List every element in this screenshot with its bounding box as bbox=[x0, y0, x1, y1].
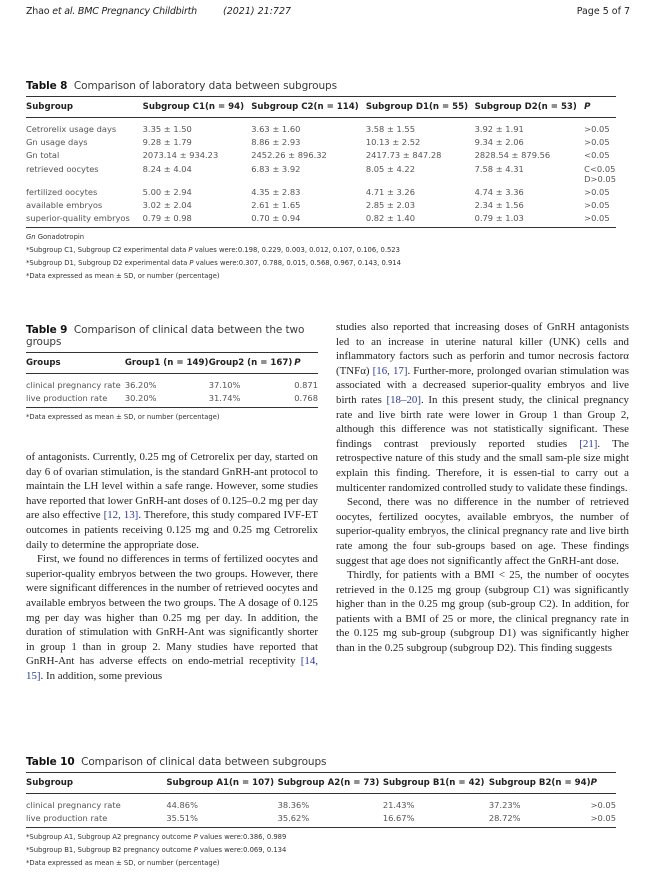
table-10 bbox=[26, 756, 616, 867]
table-8-grid bbox=[26, 96, 616, 228]
citation: (2021) 21:727 bbox=[223, 6, 292, 17]
footnote-abbreviation: Gn Gonadotropin bbox=[26, 233, 85, 242]
paragraph: First, we found no differences in terms of fertilized oocytes and superior-quality embryos between the two groups. However, there were significant differences in the number of retrieved oocytes and available embryos between the two groups. The A dosage of 0.125 mg per day was higher than 0.25 mg per day. In addition, the duration of stimulation with GnRH-Ant was significantly shorter in group 1 than in group 2. Many studies have reported that GnRH-Ant has adverse effects on endo-metrial receptivity [14, 15]. In addition, some previous bbox=[26, 553, 318, 682]
column-header: P bbox=[294, 353, 318, 374]
table-cell: >0.05 bbox=[584, 124, 610, 134]
table-cell: 8.24 ± 4.04 bbox=[142, 163, 192, 174]
table-cell: <0.05 bbox=[584, 150, 610, 161]
column-header: Subgroup C1(n = 94) bbox=[143, 97, 252, 118]
table-row bbox=[26, 212, 616, 228]
column-header: Groups bbox=[26, 353, 125, 374]
table-cell: >0.05 bbox=[591, 812, 616, 828]
table-8 bbox=[26, 80, 616, 280]
citation-link[interactable]: [18–20] bbox=[386, 393, 421, 406]
footnote: *Subgroup B1, Subgroup B2 pregnancy outcome P values were:0.069, 0.134 bbox=[26, 846, 287, 855]
table-cell: 6.83 ± 3.92 bbox=[251, 163, 301, 174]
table-footnotes bbox=[26, 833, 616, 867]
table-caption: Table 9 Comparison of clinical data between the two groups bbox=[26, 324, 305, 348]
table-cell: 8.05 ± 4.22 bbox=[365, 163, 415, 174]
column-header: P bbox=[591, 773, 616, 794]
table-header-row bbox=[26, 773, 616, 794]
table-cell: 35.62% bbox=[278, 812, 383, 828]
table-row bbox=[26, 374, 318, 392]
table-cell: 2452.26 ± 896.32 bbox=[251, 150, 327, 161]
table-cell: Gn total bbox=[26, 150, 60, 161]
paragraph: of antagonists. Currently, 0.25 mg of Cetrorelix per day, started on day 6 of ovarian stimulation, is the standard GnRH-ant protocol to maintain the LH level within a safe range. However, some studies have reported that lower GnRH-ant doses of 0.125–0.2 mg per day are also effective [12, 13]. Therefore, this study compared IVF-ET outcomes in patients receiving 0.125 mg and 0.25 mg Cetrorelix daily to determine the appropriate dose. bbox=[26, 451, 318, 551]
table-9 bbox=[26, 324, 318, 421]
table-cell: 0.871 bbox=[294, 380, 318, 390]
table-footnotes bbox=[26, 233, 616, 280]
column-header: Subgroup C2(n = 114) bbox=[251, 97, 366, 118]
column-header: Subgroup A1(n = 107) bbox=[166, 773, 277, 794]
table-header-row bbox=[26, 97, 616, 118]
footnote: *Subgroup C1, Subgroup C2 experimental data P values were:0.198, 0.229, 0.003, 0.012, 0.107, 0.106, 0.523 bbox=[26, 246, 400, 255]
column-header: Subgroup bbox=[26, 97, 143, 118]
table-row bbox=[26, 185, 616, 198]
table-caption: Table 10 Comparison of clinical data between subgroups bbox=[26, 756, 327, 768]
paragraph: Second, there was no difference in the number of retrieved oocytes, fertilized oocytes, available embryos, the number of superior-quality embryos, the clinical pregnancy rate and live birth rate among the four sub-groups based on age. These findings suggest that age does not significantly affect the GnRH-ant dose. bbox=[336, 496, 629, 567]
table-row bbox=[26, 392, 318, 408]
table-row bbox=[26, 149, 616, 162]
table-cell: fertilized oocytes bbox=[26, 186, 98, 197]
table-cell: 36.20% bbox=[124, 380, 157, 390]
table-cell: 31.74% bbox=[209, 392, 294, 408]
column-header: Group2 (n = 167) bbox=[209, 353, 294, 374]
paragraph: studies also reported that increasing doses of GnRH antagonists led to an increase in uterine natural killer (UNK) cells and inflammatory factors such as perforin and tumor necrosis factorα (TNFα) [16, 17]. Further-more, prolonged ovarian stimulation was associated with a decreased superior-quality embryos and live birth rates [18–20]. In this present study, the clinical pregnancy rate and live birth rate were lower in Group 1 than Group 2, although this difference was not statistically significant. These findings contrast previously reported studies [21]. The retrospective nature of this study and the small sam-ple size might explain this finding. Therefore, it is essen-tial to carry out a multicenter randomized controlled study to validate these findings. bbox=[336, 321, 629, 494]
table-row bbox=[26, 118, 616, 136]
table-cell: 0.768 bbox=[294, 392, 318, 408]
table-cell: live production rate bbox=[26, 812, 166, 828]
citation-link[interactable]: [16, 17] bbox=[372, 364, 408, 377]
table-cell: 3.63 ± 1.60 bbox=[251, 124, 301, 134]
table-cell: 3.58 ± 1.55 bbox=[365, 124, 415, 134]
footnote: *Subgroup A1, Subgroup A2 pregnancy outcome P values were:0.386, 0.989 bbox=[26, 833, 287, 842]
table-cell: 3.92 ± 1.91 bbox=[474, 124, 524, 134]
table-cell: >0.05 bbox=[584, 186, 610, 197]
citation-link[interactable]: [14, 15] bbox=[26, 655, 318, 682]
table-cell: 2.61 ± 1.65 bbox=[251, 199, 301, 210]
table-cell: 8.86 ± 2.93 bbox=[251, 137, 301, 148]
table-cell: 21.43% bbox=[382, 800, 415, 810]
table-cell: 30.20% bbox=[125, 392, 209, 408]
table-cell: 0.79 ± 1.03 bbox=[475, 212, 585, 228]
footnote: *Subgroup D1, Subgroup D2 experimental data P values were:0.307, 0.788, 0.015, 0.568, 0.967, 0.143, 0.914 bbox=[26, 259, 401, 268]
table-cell: 9.34 ± 2.06 bbox=[474, 137, 524, 148]
table-cell: clinical pregnancy rate bbox=[26, 380, 121, 390]
footnote: *Data expressed as mean ± SD, or number (percentage) bbox=[26, 413, 220, 422]
footnote: *Data expressed as mean ± SD, or number (percentage) bbox=[26, 859, 220, 868]
table-cell: 38.36% bbox=[277, 800, 310, 810]
table-cell: 4.74 ± 3.36 bbox=[474, 186, 524, 197]
table-cell: 4.71 ± 3.26 bbox=[365, 186, 415, 197]
table-cell: 9.28 ± 1.79 bbox=[142, 137, 192, 148]
citation-link[interactable]: [12, 13] bbox=[103, 509, 139, 522]
table-cell: available embryos bbox=[26, 199, 103, 210]
citation-link[interactable]: [21] bbox=[579, 437, 598, 450]
page-number: Page 5 of 7 bbox=[576, 6, 630, 17]
table-cell: C<0.05 D>0.05 bbox=[584, 163, 616, 184]
table-row bbox=[26, 812, 616, 828]
column-header: Subgroup D1(n = 55) bbox=[366, 97, 475, 118]
table-cell: 16.67% bbox=[383, 812, 489, 828]
table-row bbox=[26, 136, 616, 149]
footnote: *Data expressed as mean ± SD, or number (percentage) bbox=[26, 272, 220, 281]
table-cell: 3.35 ± 1.50 bbox=[142, 124, 192, 134]
table-cell: clinical pregnancy rate bbox=[26, 800, 121, 810]
table-cell: 5.00 ± 2.94 bbox=[142, 186, 192, 197]
table-cell: retrieved oocytes bbox=[26, 163, 99, 174]
table-cell: 35.51% bbox=[166, 812, 277, 828]
table-9-grid bbox=[26, 352, 318, 408]
table-cell: Cetrorelix usage days bbox=[26, 124, 117, 134]
table-caption: Table 8 Comparison of laboratory data between subgroups bbox=[26, 80, 337, 92]
body-column-left bbox=[26, 450, 318, 684]
table-cell: 3.02 ± 2.04 bbox=[142, 199, 192, 210]
body-column-right bbox=[336, 320, 629, 656]
table-cell: 2828.54 ± 879.56 bbox=[474, 150, 551, 161]
table-cell: 0.82 ± 1.40 bbox=[366, 212, 475, 228]
column-header: Subgroup D2(n = 53) bbox=[475, 97, 585, 118]
table-cell: >0.05 bbox=[584, 199, 610, 210]
column-header: Subgroup B1(n = 42) bbox=[383, 773, 489, 794]
table-10-grid bbox=[26, 772, 616, 828]
table-cell: 37.23% bbox=[488, 800, 521, 810]
table-cell: superior-quality embryos bbox=[26, 212, 143, 228]
running-head bbox=[26, 6, 630, 20]
table-cell: 44.86% bbox=[166, 800, 198, 810]
journal-name: Zhao et al. BMC Pregnancy Childbirth bbox=[26, 6, 197, 17]
table-footnotes bbox=[26, 413, 318, 421]
table-cell: 2417.73 ± 847.28 bbox=[365, 150, 442, 161]
table-cell: live production rate bbox=[26, 392, 125, 408]
table-cell: 2.34 ± 1.56 bbox=[474, 199, 524, 210]
table-cell: >0.05 bbox=[584, 212, 616, 228]
table-header-row bbox=[26, 353, 318, 374]
column-header: Group1 (n = 149) bbox=[125, 353, 209, 374]
column-header: Subgroup A2(n = 73) bbox=[278, 773, 383, 794]
table-cell: 2073.14 ± 934.23 bbox=[142, 150, 219, 161]
table-cell: >0.05 bbox=[584, 137, 610, 148]
table-row bbox=[26, 198, 616, 211]
table-cell: Gn usage days bbox=[26, 137, 88, 148]
table-row bbox=[26, 794, 616, 812]
column-header: Subgroup B2(n = 94) bbox=[489, 773, 591, 794]
table-cell: 0.79 ± 0.98 bbox=[143, 212, 252, 228]
table-cell: 2.85 ± 2.03 bbox=[365, 199, 415, 210]
table-row bbox=[26, 162, 616, 185]
table-cell: 28.72% bbox=[489, 812, 591, 828]
column-header: Subgroup bbox=[26, 773, 166, 794]
table-cell: 37.10% bbox=[208, 380, 241, 390]
table-cell: 7.58 ± 4.31 bbox=[474, 163, 524, 174]
column-header: P bbox=[584, 97, 616, 118]
table-cell: 0.70 ± 0.94 bbox=[251, 212, 366, 228]
table-cell: >0.05 bbox=[590, 800, 616, 810]
paragraph: Thirdly, for patients with a BMI < 25, the number of oocytes retrieved in the 0.125 mg group (subgroup C1) was significantly higher than in the 0.25 mg group (sub-group C2). In addition, for patients with a BMI of 25 or more, the clinical pregnancy rate in the 0.125 mg sub-group (subgroup D1) was significantly higher than in the 0.25 subgroup (subgroup D2). This finding suggests bbox=[336, 569, 629, 655]
table-cell: 4.35 ± 2.83 bbox=[251, 186, 301, 197]
table-cell: 10.13 ± 2.52 bbox=[365, 137, 421, 148]
